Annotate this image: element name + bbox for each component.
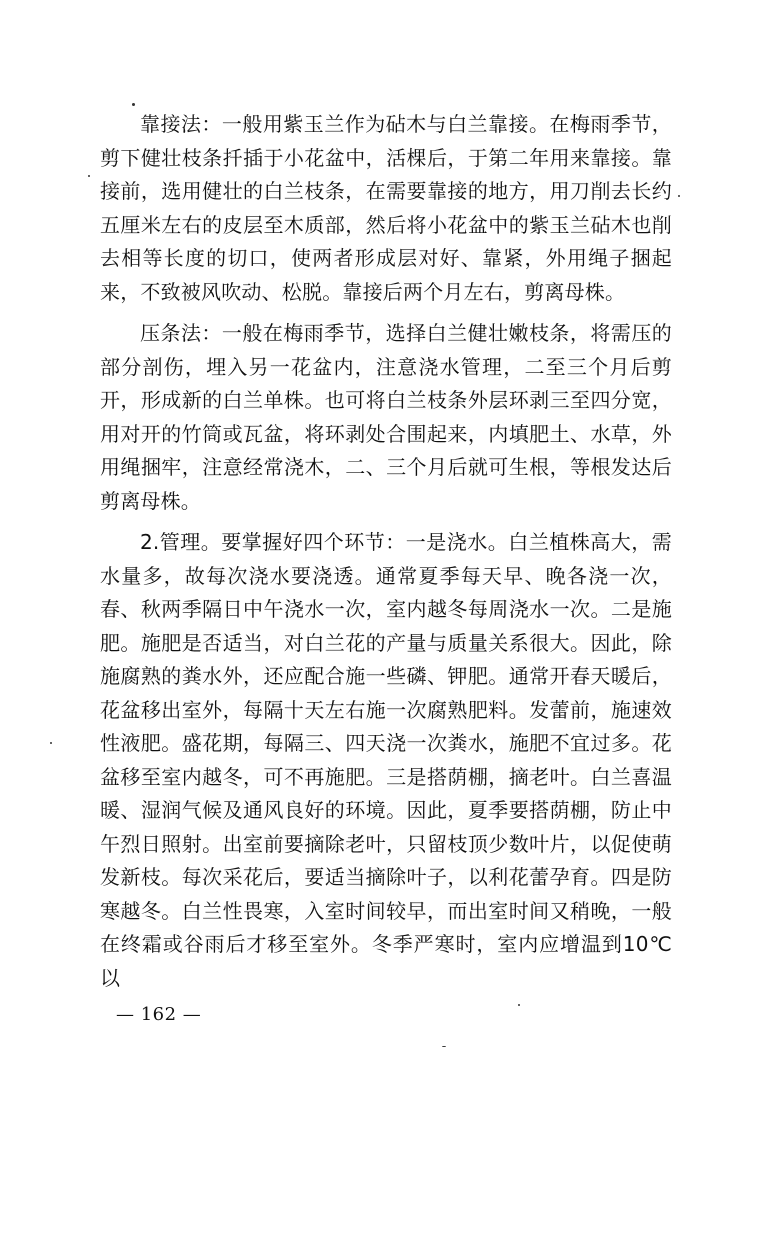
paragraph-grafting: 靠接法：一般用紫玉兰作为砧木与白兰靠接。在梅雨季节，剪下健壮枝条扦插于小花盆中，活棵后，于第二年用来靠接。靠接前，选用健壮的白兰枝条，在需要靠接的地方，用刀削去长约五厘米左右的皮层至木质部，然后将小花盆中的紫玉兰砧木也削去相等长度的切口，使两者形成层对好、靠紧，外用绳子捆起来，不致被风吹动、松脱。靠接后两个月左右，剪离母株。 [100,112,672,304]
scan-speck [88,175,90,177]
scan-speck [678,195,680,197]
paragraph-management: 2.管理。要掌握好四个环节：一是浇水。白兰植株高大，需水量多，故每次浇水要浇透。通常夏季每天早、晚各浇一次，春、秋两季隔日中午浇水一次，室内越冬每周浇水一次。二是施肥。施肥是否适当，对白兰花的产量与质量关系很大。因此，除施腐熟的粪水外，还应配合施一些磷、钾肥。通常开春天暖后，花盆移出室外，每隔十天左右施一次腐熟肥料。发蕾前，施速效性液肥。盛花期，每隔三、四天浇一次粪水，施肥不宜过多。花盆移至室内越冬，可不再施肥。三是搭荫棚，摘老叶。白兰喜温暖、湿润气候及通风良好的环境。因此，夏季要搭荫棚，防止中午烈日照射。出室前要摘除老叶，只留枝顶少数叶片，以促使萌发新枝。每次采花后，要适当摘除叶子，以利花蕾孕育。四是防寒越冬。白兰性畏寒，入室时间较早，而出室时间又稍晚，一般在终霜或谷雨后才移至室外。冬季严寒时，室内应增温到10℃以 [100,530,672,990]
page-number: — 162 — [116,1004,202,1025]
scan-speck [518,1004,520,1006]
scan-speck [132,103,135,106]
paragraph-layering: 压条法：一般在梅雨季节，选择白兰健壮嫩枝条，将需压的部分剖伤，埋入另一花盆内，注意浇水管理，二至三个月后剪开，形成新的白兰单株。也可将白兰枝条外层环剥三至四分宽，用对开的竹筒或瓦盆，将环剥处合围起来，内填肥土、水草，外用绳捆牢，注意经常浇木，二、三个月后就可生根，等根发达后剪离母株。 [100,321,672,513]
scan-speck [442,1046,446,1047]
body-text [100,108,672,995]
scan-speck [50,742,52,744]
